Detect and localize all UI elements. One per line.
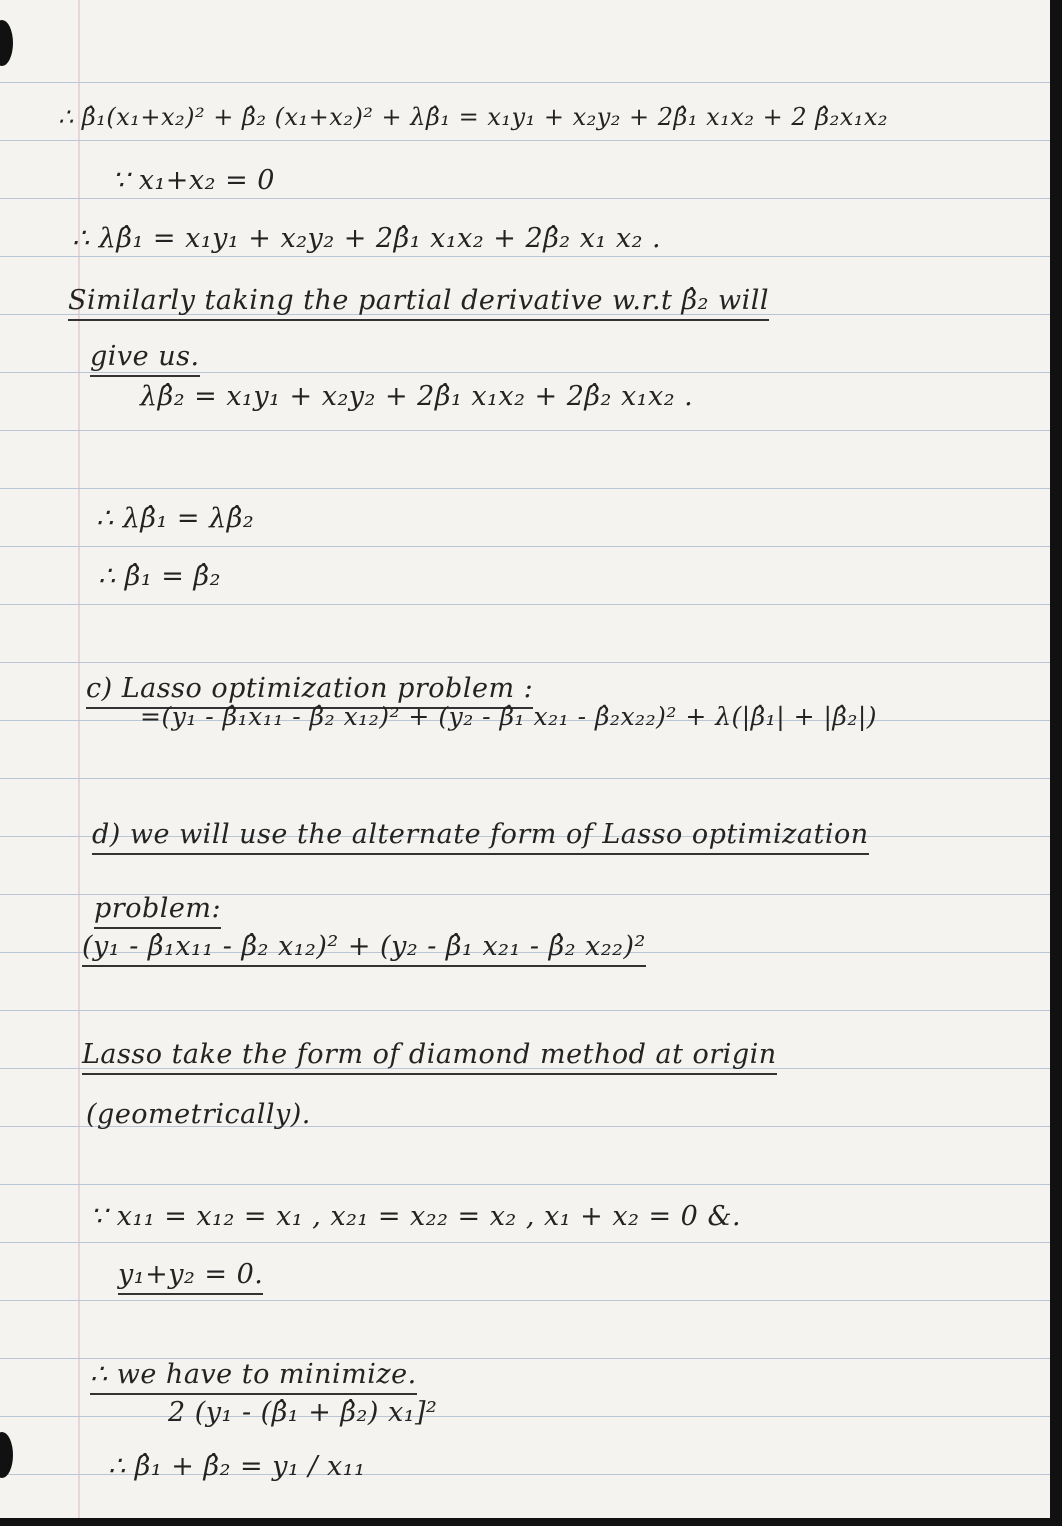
background-edge: [0, 1518, 1062, 1526]
text-similarly: Similarly taking the partial derivative w.r.t β̂₂ will: [68, 284, 769, 321]
binder-hole: [0, 20, 13, 66]
ruled-line: [0, 256, 1062, 257]
ruled-line: [0, 604, 1062, 605]
section-d-heading: d) we will use the alternate form of Lasso optimization: [92, 818, 869, 855]
text-lasso-diamond: Lasso take the form of diamond method at origin: [82, 1038, 777, 1075]
sum-y-line: y₁+y₂ = 0.: [118, 1258, 263, 1295]
ruled-line: [0, 546, 1062, 547]
equation-line-1: ∴ β̂₁(x₁+x₂)² + β̂₂ (x₁+x₂)² + λβ̂₁ = x₁y₁ + x₂y₂ + 2β̂₁ x₁x₂ + 2 β̂₂x₁x₂: [58, 103, 889, 131]
ruled-line: [0, 198, 1062, 199]
final-result: ∴ β̂₁ + β̂₂ = y₁ / x₁₁: [108, 1451, 366, 1482]
section-c-heading: c) Lasso optimization problem :: [86, 672, 533, 709]
ruled-line: [0, 662, 1062, 663]
alternate-objective: (y₁ - β̂₁x₁₁ - β̂₂ x₁₂)² + (y₂ - β̂₁ x₂₁ - β̂₂ x₂₂)²: [82, 930, 646, 967]
text-problem: problem:: [94, 892, 221, 929]
ruled-line: [0, 430, 1062, 431]
lasso-objective: =(y₁ - β̂₁x₁₁ - β̂₂ x₁₂)² + (y₂ - β̂₁ x₂₁ - β̂₂x₂₂)² + λ(|β̂₁| + |β̂₂|): [140, 702, 878, 731]
condition-line: ∵ x₁+x₂ = 0: [112, 165, 275, 196]
equation-line-2: ∴ λβ̂₁ = x₁y₁ + x₂y₂ + 2β̂₁ x₁x₂ + 2β̂₂ x₁ x₂ .: [72, 223, 662, 254]
ruled-line: [0, 1416, 1062, 1417]
text-geometrically: (geometrically).: [86, 1099, 311, 1130]
equation-line-5: ∴ β̂₁ = β̂₂: [98, 561, 221, 592]
equation-line-3: λβ̂₂ = x₁y₁ + x₂y₂ + 2β̂₁ x₁x₂ + 2β̂₂ x₁x₂ .: [140, 381, 694, 412]
ruled-line: [0, 488, 1062, 489]
ruled-line: [0, 1300, 1062, 1301]
text-minimize: ∴ we have to minimize.: [90, 1358, 417, 1395]
assumption-line: ∵ x₁₁ = x₁₂ = x₁ , x₂₁ = x₂₂ = x₂ , x₁ + x₂ = 0 &.: [90, 1201, 742, 1232]
binder-hole: [0, 1432, 13, 1478]
ruled-line: [0, 778, 1062, 779]
ruled-line: [0, 82, 1062, 83]
ruled-line: [0, 1010, 1062, 1011]
ruled-line: [0, 140, 1062, 141]
text-give-us: give us.: [90, 340, 200, 377]
background-edge: [1050, 0, 1062, 1526]
minimize-expression: 2 (y₁ - (β̂₁ + β̂₂) x₁]²: [168, 1397, 438, 1428]
equation-line-4: ∴ λβ̂₁ = λβ̂₂: [96, 503, 255, 534]
ruled-line: [0, 1242, 1062, 1243]
ruled-line: [0, 1184, 1062, 1185]
